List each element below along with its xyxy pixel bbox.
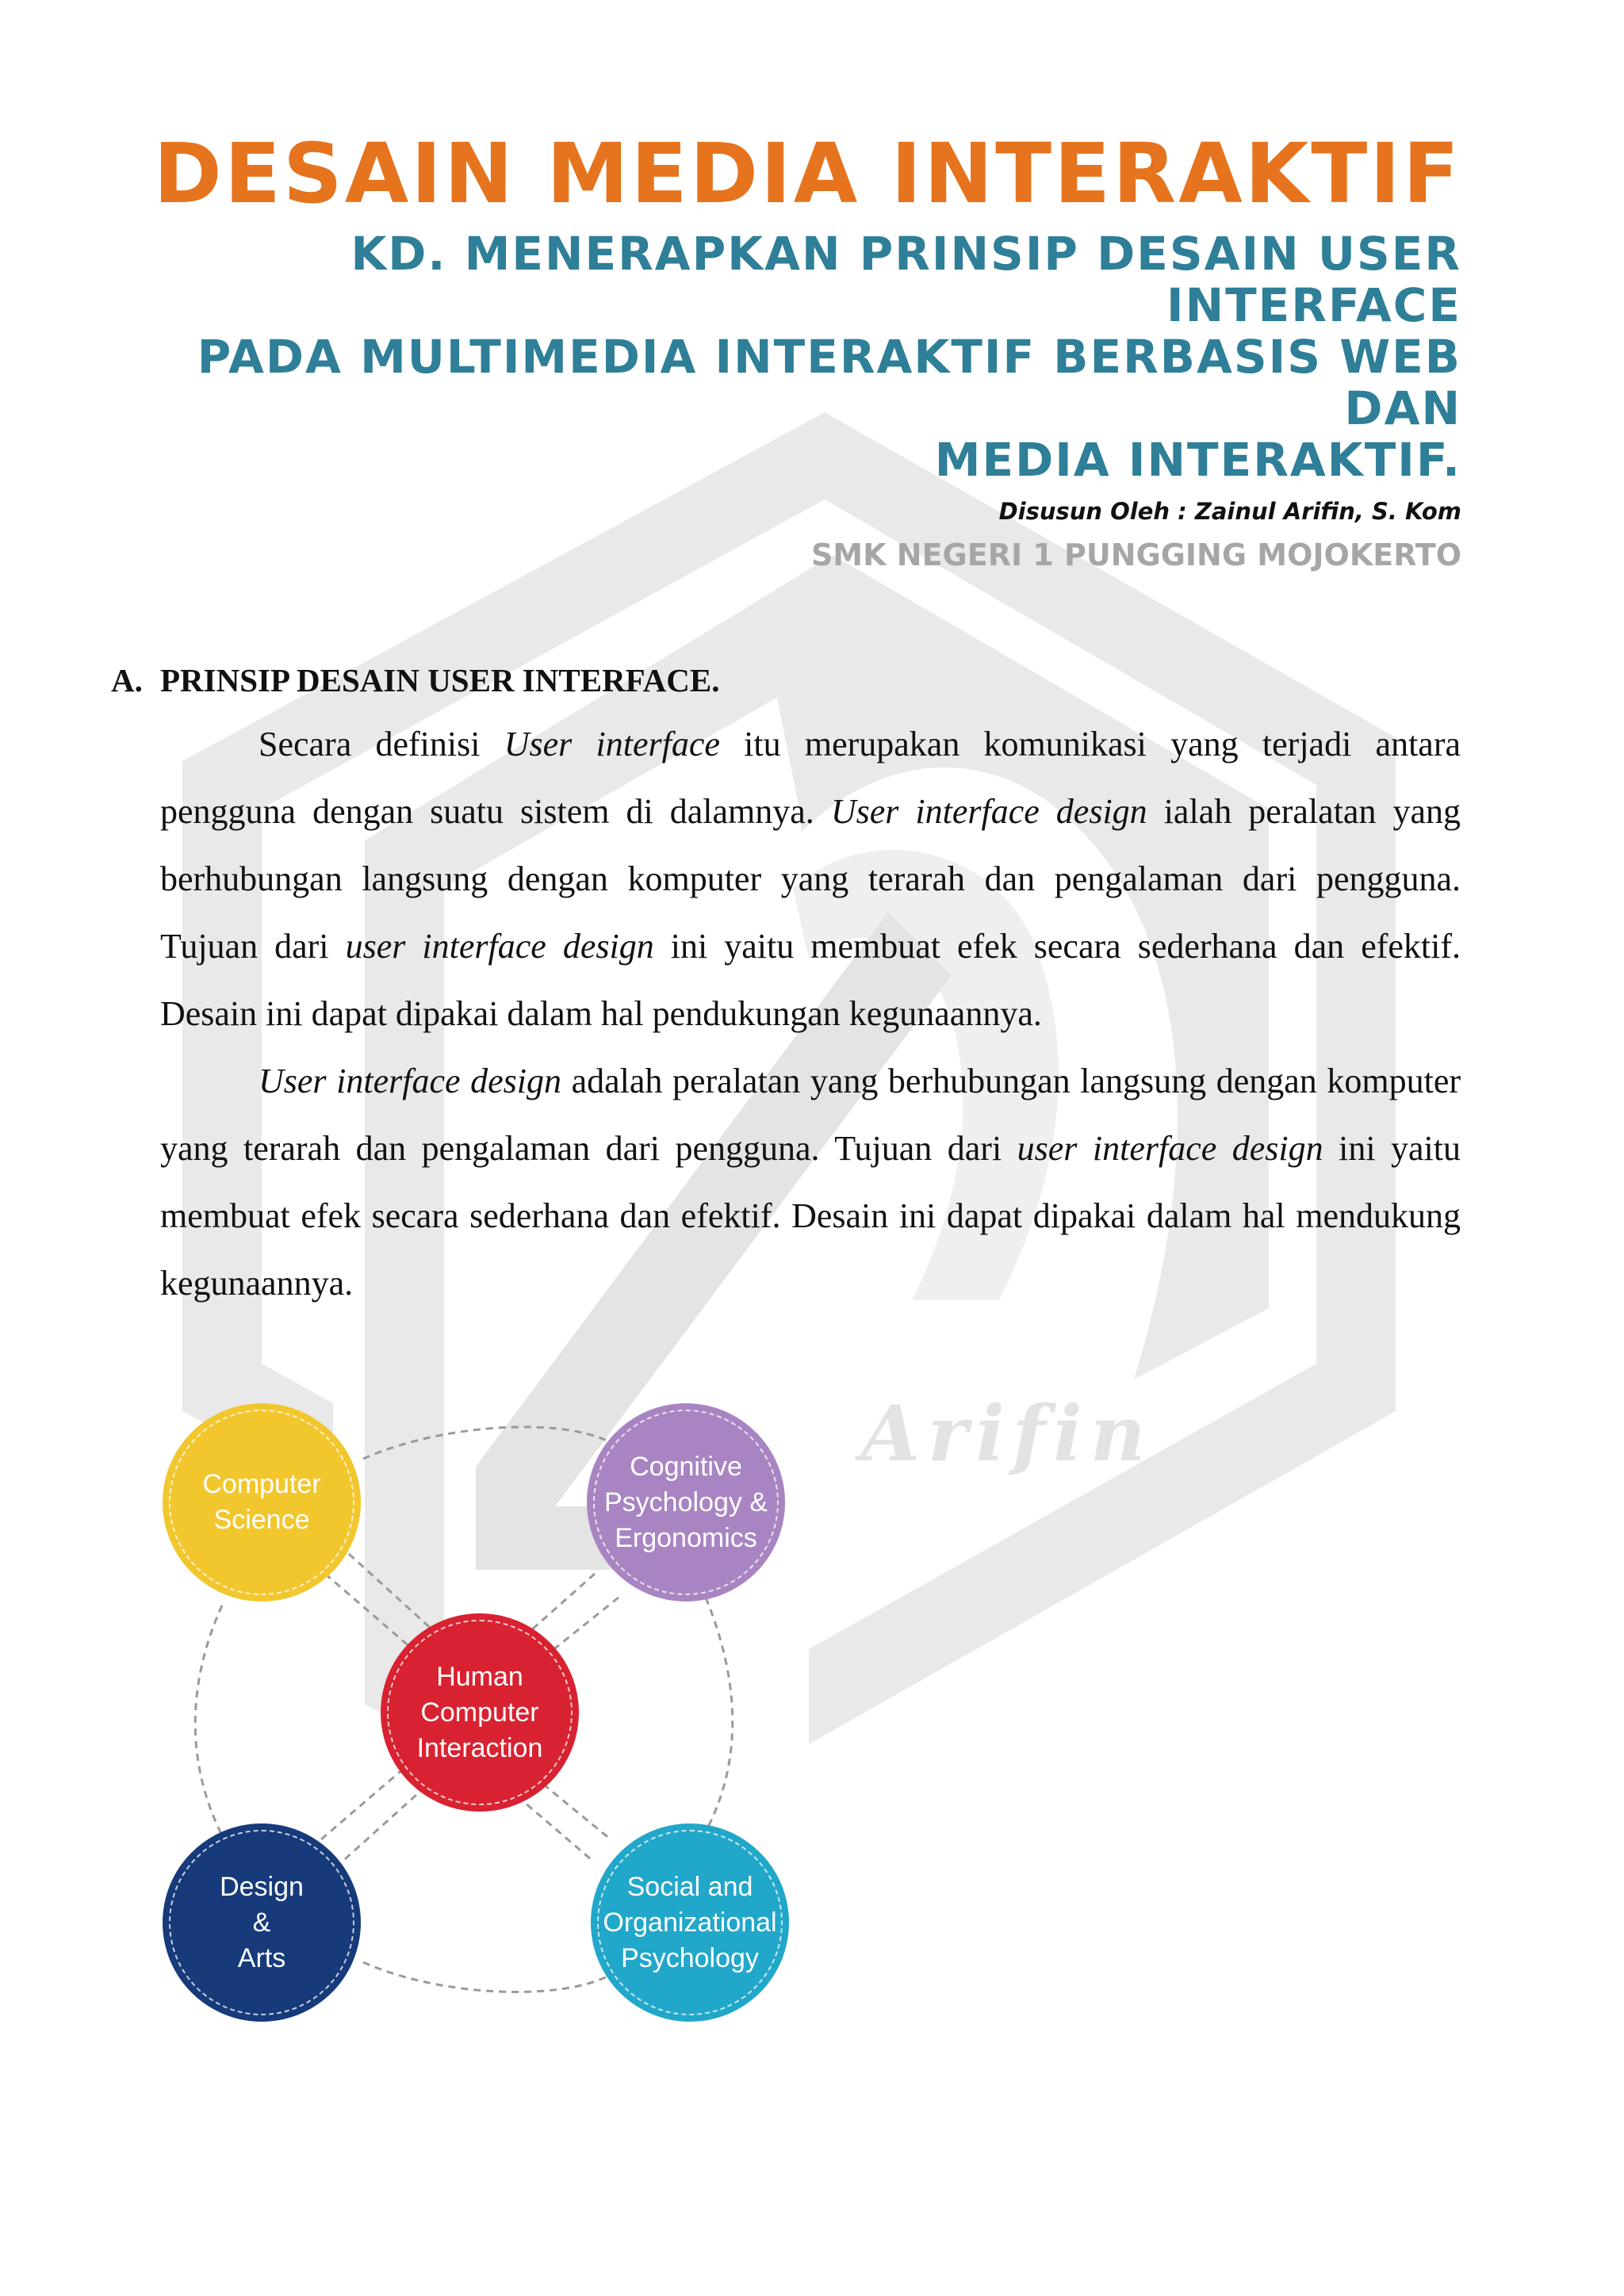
paragraph-1-italic-2: User interface design <box>830 792 1147 831</box>
outer-arc-left <box>195 1605 222 1835</box>
paragraph-1-italic-1: User interface <box>504 725 720 763</box>
author-line: Disusun Oleh : Zainul Arifin, S. Kom <box>998 498 1461 525</box>
paragraph-2-text-2: ini yaitu membuat efek secara sederhana dan efektif. Desain ini dapat dipakai dalam hal mendukung kegunaannya. <box>160 1129 1461 1303</box>
node-computer-science <box>163 1403 361 1601</box>
node-label: Design & Arts <box>220 1871 304 1973</box>
paragraph-2-italic-2: user interface design <box>1017 1129 1323 1168</box>
document-header <box>113 127 1461 575</box>
paragraph-2 <box>160 1047 1461 1317</box>
school-name: SMK NEGERI 1 PUNGGING MOJOKERTO <box>810 538 1461 572</box>
paragraph-2-text-1: adalah peralatan yang berhubungan langsung dengan komputer yang terarah dan pengalaman dari pengguna. Tujuan dari <box>160 1062 1461 1168</box>
node-label: Computer Science <box>202 1469 321 1535</box>
competency-title <box>113 228 1461 486</box>
node-label: Human Computer Interaction <box>416 1661 543 1763</box>
paragraph-1-text-2: itu merupakan komunikasi yang terjadi antara pengguna dengan suatu sistem di dalamnya. <box>160 725 1461 831</box>
paragraph-2-italic-1: User interface design <box>259 1062 561 1100</box>
hci-diagram <box>151 1391 801 2026</box>
paragraph-1 <box>160 710 1461 1047</box>
node-label: Social and Organizational Psychology <box>603 1871 777 1973</box>
paragraph-1-text-1: Secara definisi <box>259 725 504 763</box>
competency-line-2: PADA MULTIMEDIA INTERAKTIF BERBASIS WEB DAN <box>197 330 1461 435</box>
paragraph-1-italic-3: user interface design <box>345 927 654 966</box>
competency-line-3: MEDIA INTERAKTIF. <box>934 433 1461 487</box>
node-design-arts <box>163 1823 361 2022</box>
section-title: PRINSIP DESAIN USER INTERFACE. <box>160 662 720 698</box>
section-a <box>111 658 1461 1317</box>
outer-arc-right <box>706 1598 733 1831</box>
node-human-computer-interaction <box>381 1613 579 1812</box>
paragraph-1-text-3: ialah peralatan yang berhubungan langsung dengan komputer yang terarah dan pengalaman dari pengguna. Tujuan dari <box>160 792 1461 966</box>
watermark-text: Arifin <box>860 1389 1154 1479</box>
section-heading <box>111 658 1461 702</box>
node-label: Cognitive Psychology & Ergonomics <box>604 1451 768 1553</box>
document-title: DESAIN MEDIA INTERAKTIF <box>153 125 1461 222</box>
section-number: A. <box>111 662 143 698</box>
node-social-psychology <box>591 1823 789 2022</box>
node-cognitive-psychology <box>587 1403 785 1601</box>
outer-arc-bottom <box>363 1962 626 1992</box>
competency-line-1: KD. MENERAPKAN PRINSIP DESAIN USER INTERFACE <box>350 227 1461 332</box>
paragraph-1-text-4: ini yaitu membuat efek secara sederhana dan efektif. Desain ini dapat dipakai dalam hal pendukungan kegunaannya. <box>160 927 1461 1033</box>
